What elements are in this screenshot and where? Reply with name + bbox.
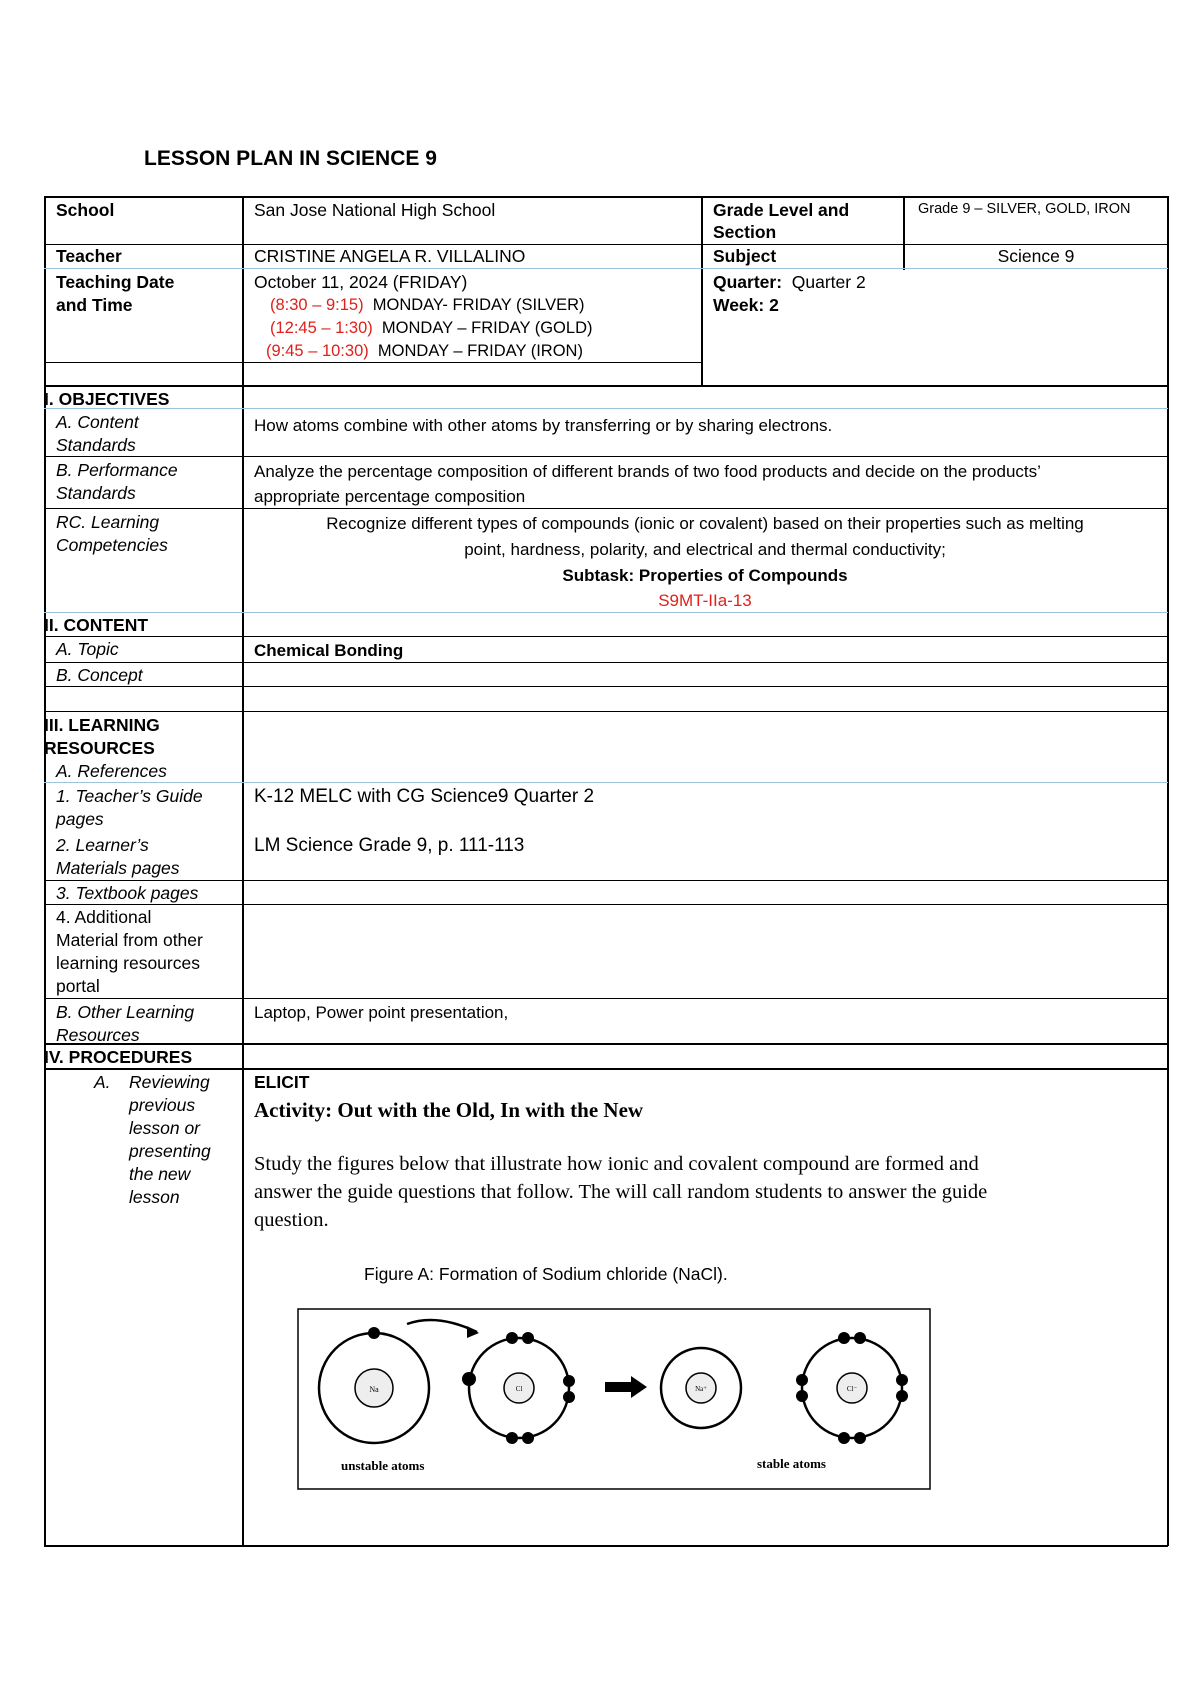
teacher-label: Teacher	[56, 246, 122, 266]
schedule-time: (8:30 – 9:15)	[270, 296, 364, 314]
figure-caption: Figure A: Formation of Sodium chloride (NaCl).	[364, 1264, 728, 1284]
subject-label: Subject	[713, 246, 777, 266]
nacl-formation-figure	[297, 1308, 931, 1490]
date-label: Teaching Date	[56, 272, 175, 292]
procedure-a-label: previous	[129, 1095, 196, 1115]
page-title: LESSON PLAN IN SCIENCE 9	[144, 147, 437, 170]
competency-code: S9MT-IIa-13	[658, 591, 752, 610]
row-line	[44, 508, 1168, 509]
table-border-bottom	[44, 1545, 1168, 1547]
content-heading: II. CONTENT	[44, 615, 149, 635]
schedule-days: MONDAY- FRIDAY (SILVER)	[372, 296, 585, 314]
grade-value: Grade 9 – SILVER, GOLD, IRON	[918, 201, 1131, 217]
stable-atoms-label: stable atoms	[757, 1456, 826, 1471]
row-line	[44, 686, 1168, 687]
learners-materials-label: Materials pages	[56, 858, 180, 878]
additional-material-label: learning resources	[56, 953, 200, 973]
row-line	[44, 636, 1168, 637]
table-border-right	[1167, 196, 1169, 1546]
teachers-guide-label: pages	[56, 809, 104, 829]
topic-value: Chemical Bonding	[254, 641, 404, 660]
activity-title: Activity: Out with the Old, In with the New	[254, 1098, 644, 1122]
teachers-guide-value: K-12 MELC with CG Science9 Quarter 2	[254, 786, 595, 807]
schedule-item	[270, 294, 585, 317]
procedure-a-letter: A.	[94, 1072, 111, 1092]
performance-standards-value: appropriate percentage composition	[254, 487, 526, 506]
additional-material-label: Material from other	[56, 930, 203, 950]
na-symbol: Na	[369, 1385, 379, 1394]
date-value: October 11, 2024 (FRIDAY)	[254, 272, 468, 292]
reaction-arrow	[605, 1382, 633, 1392]
schedule-item	[270, 317, 592, 340]
row-line	[44, 782, 1168, 783]
schedule-time: (9:45 – 10:30)	[266, 342, 369, 360]
subtask: Subtask: Properties of Compounds	[562, 566, 848, 585]
row-line	[44, 711, 1168, 712]
competencies-value: point, hardness, polarity, and electrical and thermal conductivity;	[464, 540, 946, 559]
row-line	[44, 408, 1168, 409]
teachers-guide-label: 1. Teacher’s Guide	[56, 786, 203, 806]
objectives-heading: I. OBJECTIVES	[44, 389, 170, 409]
grade-label: Grade Level and Section	[713, 200, 850, 242]
learners-materials-value: LM Science Grade 9, p. 111-113	[254, 835, 525, 856]
competencies-value: Recognize different types of compounds (ionic or covalent) based on their properties such as melting	[326, 514, 1084, 533]
teacher-value: CRISTINE ANGELA R. VILLALINO	[254, 246, 526, 266]
row-line	[44, 1043, 1168, 1045]
procedures-heading: IV. PROCEDURES	[44, 1047, 193, 1067]
procedure-a-label: presenting	[129, 1141, 211, 1161]
column-divider	[242, 196, 244, 1546]
na-electron	[368, 1327, 380, 1339]
content-standards-label: A. Content	[56, 412, 139, 432]
quarter-label: Quarter:	[713, 272, 783, 292]
schedule-item	[266, 340, 583, 363]
resources-heading: RESOURCES	[44, 738, 155, 758]
cl-ion-symbol: Cl⁻	[846, 1385, 858, 1393]
concept-label: B. Concept	[56, 665, 143, 685]
competencies-label: RC. Learning	[56, 512, 160, 532]
procedure-a-label: lesson	[129, 1187, 180, 1207]
competencies-label: Competencies	[56, 535, 168, 555]
procedure-a-label: the new	[129, 1164, 191, 1184]
date-label: and Time	[56, 295, 133, 315]
instructions-line: question.	[254, 1209, 329, 1231]
resources-heading: III. LEARNING	[44, 715, 160, 735]
school-value: San Jose National High School	[254, 200, 496, 220]
procedure-a-label: Reviewing	[129, 1072, 210, 1092]
row-line	[44, 612, 1168, 613]
row-line	[44, 880, 1168, 881]
schedule-days: MONDAY – FRIDAY (IRON)	[377, 342, 583, 360]
other-resources-label: B. Other Learning	[56, 1002, 195, 1022]
school-label: School	[56, 200, 115, 220]
quarter-value: Quarter 2	[791, 272, 866, 292]
subject-value: Science 9	[997, 246, 1075, 266]
additional-material-label: 4. Additional	[56, 907, 152, 927]
week-label: Week: 2	[713, 295, 779, 315]
topic-label: A. Topic	[56, 639, 119, 659]
elicit-label: ELICIT	[254, 1072, 310, 1092]
na-ion-symbol: Na⁺	[695, 1385, 707, 1393]
performance-standards-label: Standards	[56, 483, 136, 503]
row-line	[44, 268, 1168, 269]
additional-material-label: portal	[56, 976, 100, 996]
performance-standards-label: B. Performance	[56, 460, 178, 480]
schedule-days: MONDAY – FRIDAY (GOLD)	[381, 319, 593, 337]
row-line	[44, 662, 1168, 663]
cl-symbol: Cl	[515, 1385, 523, 1393]
unstable-atoms-label: unstable atoms	[341, 1458, 425, 1473]
content-standards-value: How atoms combine with other atoms by transferring or by sharing electrons.	[254, 416, 833, 435]
schedule-time: (12:45 – 1:30)	[270, 319, 373, 337]
row-line	[44, 456, 1168, 457]
other-resources-label: Resources	[56, 1025, 140, 1045]
content-standards-label: Standards	[56, 435, 136, 455]
quarter-line	[713, 271, 866, 294]
row-line	[44, 385, 1168, 387]
textbook-label: 3. Textbook pages	[56, 883, 199, 903]
learners-materials-label: 2. Learner’s	[56, 835, 149, 855]
header-divider-1	[701, 196, 703, 386]
other-resources-value: Laptop, Power point presentation,	[254, 1003, 509, 1022]
row-line	[44, 1068, 1168, 1070]
row-line	[44, 904, 1168, 905]
procedure-a-label: lesson or	[129, 1118, 201, 1138]
instructions-line: answer the guide questions that follow. The will call random students to answer the guide	[254, 1181, 988, 1203]
row-line	[44, 998, 1168, 999]
performance-standards-value: Analyze the percentage composition of different brands of two food products and decide on the products’	[254, 462, 1041, 481]
references-label: A. References	[56, 761, 167, 781]
instructions-line: Study the figures below that illustrate how ionic and covalent compound are formed and	[254, 1153, 979, 1175]
